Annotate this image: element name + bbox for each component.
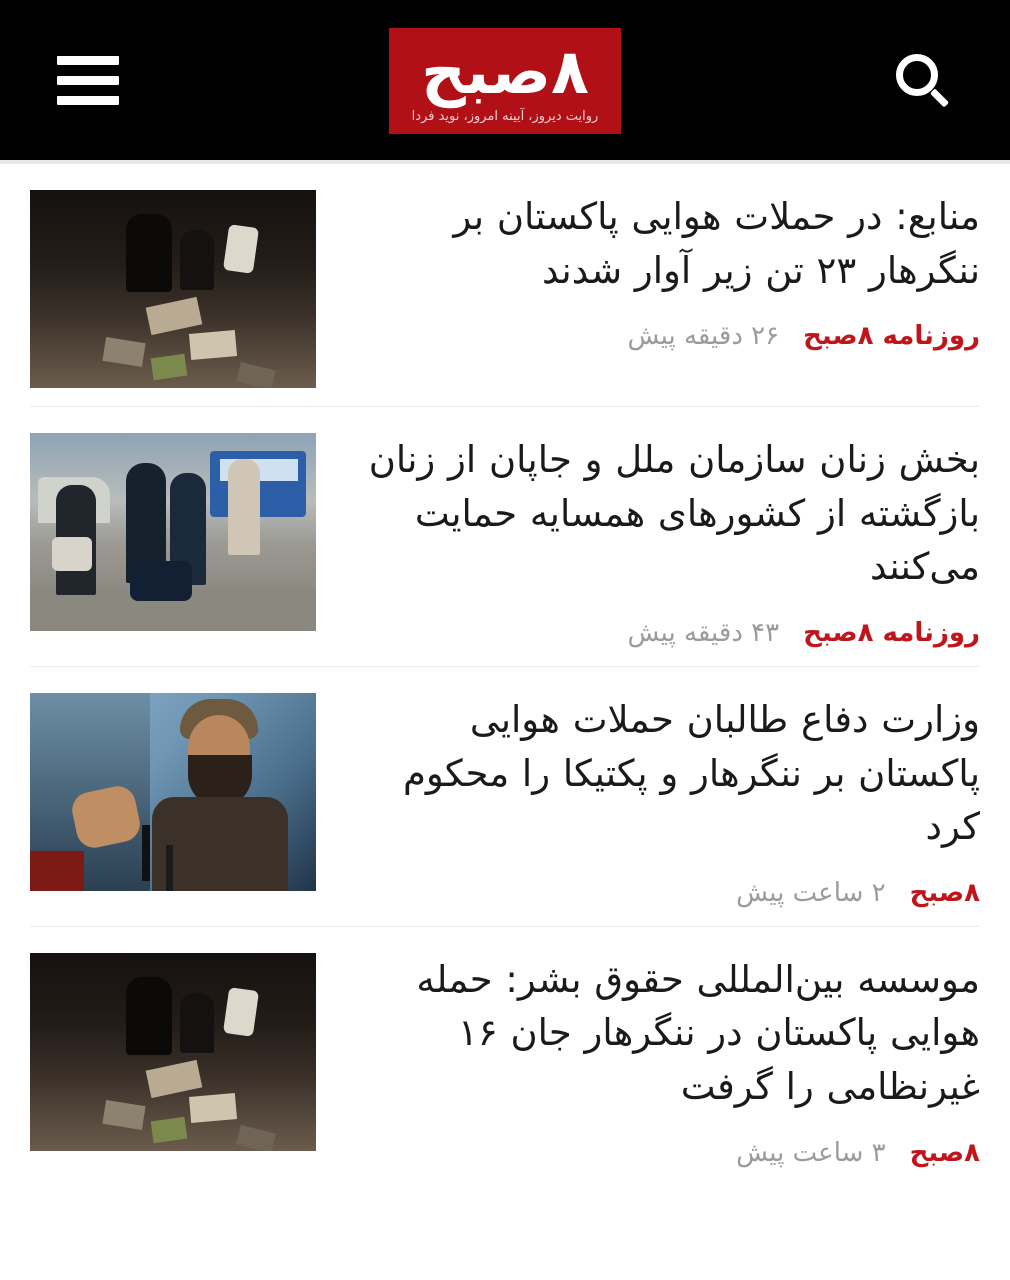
article-meta <box>342 1138 980 1168</box>
thumb-microphone <box>142 825 150 881</box>
article-title[interactable]: منابع: در حملات هوایی پاکستان بر ننگرهار ۲۳ تن زیر آوار شدند <box>453 195 980 292</box>
article-source[interactable]: ۸صبح <box>909 877 980 908</box>
list-item[interactable] <box>30 407 980 667</box>
article-source[interactable]: روزنامه ۸صبح <box>803 321 980 352</box>
thumb-figure <box>126 977 172 1055</box>
article-timestamp: ۳ ساعت پیش <box>736 1137 886 1168</box>
article-thumbnail[interactable] <box>30 190 316 388</box>
logo-tagline: روایت دیروز، آیینه امروز، نوید فردا <box>411 108 599 124</box>
search-icon <box>896 54 948 106</box>
article-meta <box>342 618 980 648</box>
article-source[interactable]: ۸صبح <box>909 1137 980 1168</box>
site-logo[interactable] <box>389 28 621 134</box>
thumb-rubble <box>151 1117 188 1144</box>
search-button[interactable] <box>882 40 962 120</box>
thumb-rubble <box>189 330 237 360</box>
article-text <box>342 433 980 648</box>
menu-bar-1 <box>57 56 119 65</box>
thumb-object <box>223 987 259 1037</box>
list-item[interactable] <box>30 667 980 927</box>
article-list <box>0 164 1010 1186</box>
article-title[interactable]: بخش زنان سازمان ملل و جاپان از زنان بازگشته از کشورهای همسایه حمایت می‌کنند <box>368 438 980 589</box>
thumb-bag <box>130 561 192 601</box>
search-icon-handle <box>930 88 949 107</box>
menu-bar-3 <box>57 96 119 105</box>
list-item[interactable] <box>30 927 980 1186</box>
list-item[interactable] <box>30 164 980 407</box>
article-timestamp: ۴۳ دقیقه پیش <box>627 617 780 648</box>
article-meta <box>342 878 980 908</box>
logo-title: ۸صبح <box>421 34 589 108</box>
article-timestamp: ۲ ساعت پیش <box>736 877 886 908</box>
thumb-rubble <box>151 354 188 381</box>
thumb-figure <box>180 993 214 1053</box>
article-text <box>342 190 980 351</box>
article-title[interactable]: موسسه بین‌المللی حقوق بشر: حمله هوایی پاکستان در ننگرهار جان ۱۶ غیرنظامی را گرفت <box>416 957 980 1109</box>
article-thumbnail[interactable] <box>30 433 316 631</box>
site-header <box>0 0 1010 160</box>
article-thumbnail[interactable] <box>30 953 316 1151</box>
thumb-rubble <box>189 1093 237 1123</box>
thumb-figure <box>126 214 172 292</box>
thumb-bag <box>52 537 92 571</box>
article-timestamp: ۲۶ دقیقه پیش <box>627 321 780 352</box>
article-title[interactable]: وزارت دفاع طالبان حملات هوایی پاکستان بر ننگرهار و پکتیکا را محکوم کرد <box>403 697 980 849</box>
article-text <box>342 693 980 908</box>
article-meta <box>342 321 980 351</box>
thumb-figure <box>180 230 214 290</box>
article-thumbnail[interactable] <box>30 693 316 891</box>
hamburger-menu-icon[interactable] <box>48 40 128 120</box>
menu-bar-2 <box>57 76 119 85</box>
article-source[interactable]: روزنامه ۸صبح <box>803 617 980 648</box>
article-text <box>342 953 980 1168</box>
thumb-banner <box>30 851 84 891</box>
thumb-person <box>228 459 260 555</box>
thumb-microphone <box>166 845 173 891</box>
thumb-object <box>223 224 259 274</box>
